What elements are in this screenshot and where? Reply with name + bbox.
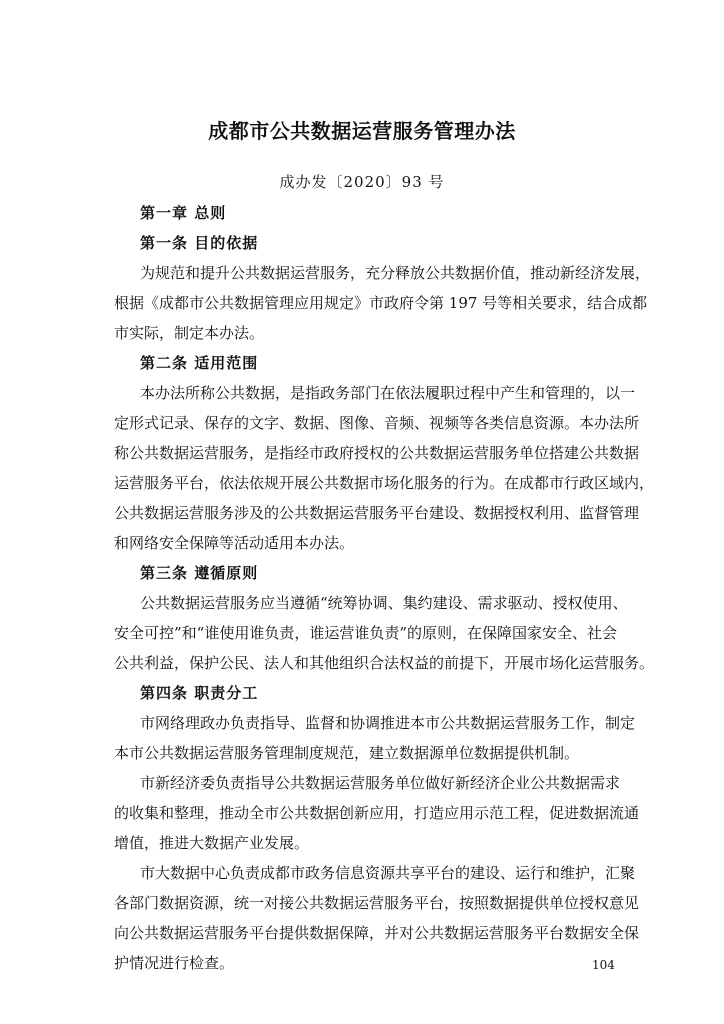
paragraph-line: 增值，推进大数据产业发展。: [114, 834, 310, 852]
paragraph-line: 公共数据运营服务涉及的公共数据运营服务平台建设、数据授权利用、监督管理: [114, 504, 640, 522]
paragraph-line: 市实际，制定本办法。: [114, 324, 265, 342]
paragraph-line: 公共数据运营服务应当遵循“统筹协调、集约建设、需求驱动、授权使用、: [140, 594, 628, 612]
paragraph-line: 公共利益，保护公民、法人和其他组织合法权益的前提下，开展市场化运营服务。: [114, 654, 655, 672]
paragraph-line: 各部门数据资源，统一对接公共数据运营服务平台，按照数据提供单位授权意见: [114, 894, 640, 912]
articles-container: [114, 228, 655, 978]
article-paragraph: [114, 378, 655, 558]
article-paragraph: [114, 768, 640, 858]
document-number: 成办发〔2020〕93 号: [279, 173, 445, 191]
chapter-heading: 第一章 总则: [140, 204, 227, 222]
paragraph-line: 根据《成都市公共数据管理应用规定》市政府令第 197 号等相关要求，结合成都: [114, 294, 648, 312]
article-paragraph: [114, 588, 655, 678]
paragraph-line: 称公共数据运营服务，是指经市政府授权的公共数据运营服务单位搭建公共数据: [114, 444, 640, 462]
article-heading: 第二条 适用范围: [140, 354, 259, 372]
paragraph-line: 本市公共数据运营服务管理制度规范，建立数据源单位数据提供机制。: [114, 744, 580, 762]
paragraph-line: 定形式记录、保存的文字、数据、图像、音频、视频等各类信息资源。本办法所: [114, 414, 640, 432]
document-title: 成都市公共数据运营服务管理办法: [208, 119, 516, 143]
article-paragraph: [114, 858, 640, 978]
article-heading: 第一条 目的依据: [140, 234, 259, 252]
paragraph-line: 的收集和整理，推动全市公共数据创新应用，打造应用示范工程，促进数据流通: [114, 804, 640, 822]
page-number: 104: [592, 958, 615, 972]
article-paragraph: [114, 258, 651, 348]
paragraph-line: 市新经济委负责指导公共数据运营服务单位做好新经济企业公共数据需求: [140, 774, 621, 792]
paragraph-line: 市网络理政办负责指导、监督和协调推进本市公共数据运营服务工作，制定: [140, 714, 636, 732]
paragraph-line: 为规范和提升公共数据运营服务，充分释放公共数据价值，推动新经济发展，: [140, 264, 651, 282]
paragraph-line: 向公共数据运营服务平台提供数据保障，并对公共数据运营服务平台数据安全保: [114, 924, 640, 942]
document-body: [114, 198, 655, 978]
article-heading: 第三条 遵循原则: [140, 564, 259, 582]
paragraph-line: 护情况进行检查。: [114, 954, 235, 972]
paragraph-line: 本办法所称公共数据，是指政务部门在依法履职过程中产生和管理的，以一: [140, 384, 636, 402]
article-paragraph: [114, 708, 636, 768]
paragraph-line: 市大数据中心负责成都市政务信息资源共享平台的建设、运行和维护，汇聚: [140, 864, 636, 882]
paragraph-line: 运营服务平台，依法依规开展公共数据市场化服务的行为。在成都市行政区域内，: [114, 474, 655, 492]
article-heading: 第四条 职责分工: [140, 684, 259, 702]
paragraph-line: 和网络安全保障等活动适用本办法。: [114, 534, 355, 552]
paragraph-line: 安全可控”和“谁使用谁负责，谁运营谁负责”的原则，在保障国家安全、社会: [114, 624, 618, 642]
